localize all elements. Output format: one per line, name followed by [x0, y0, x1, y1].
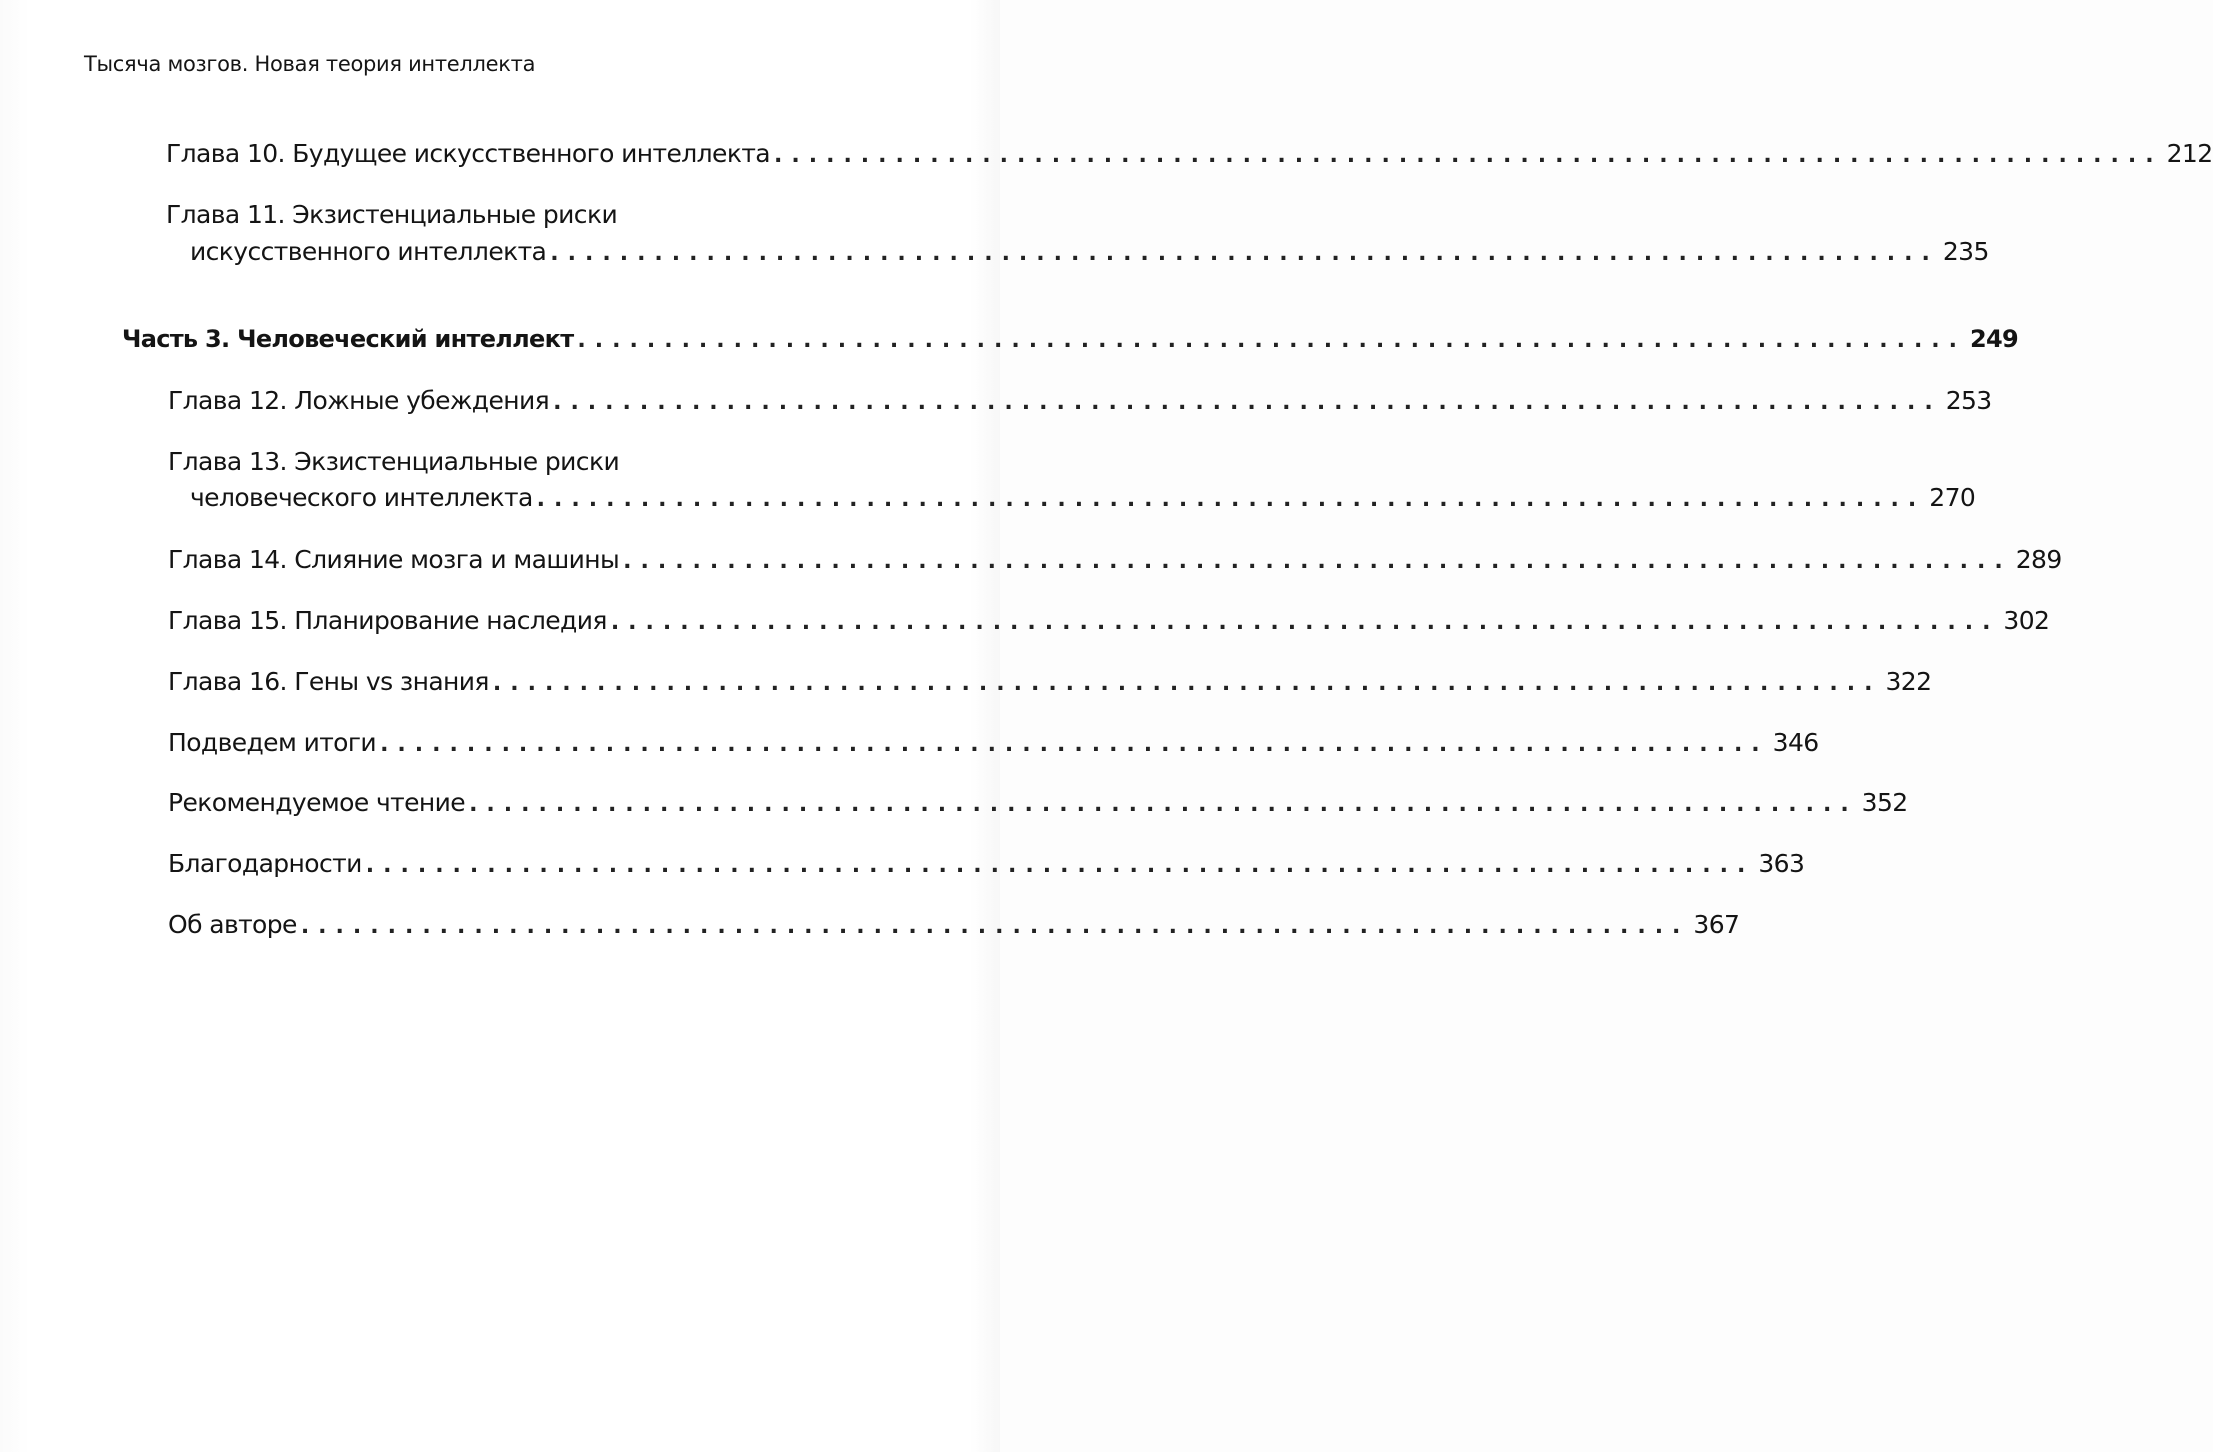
dot-leader: ................................................................................ — [300, 914, 1690, 939]
toc-entry-title: Рекомендуемое чтение — [168, 788, 466, 817]
toc-entry-acknowledgements — [168, 849, 1805, 881]
toc-entry-page: 253 — [1945, 386, 1992, 415]
toc-entry-page: 289 — [2015, 545, 2062, 574]
running-head: Тысяча мозгов. Новая теория интеллекта — [84, 52, 536, 76]
dot-leader: ................................................................................ — [550, 241, 1939, 266]
toc-entry-page: 363 — [1758, 849, 1805, 878]
toc-entry-title: Глава 12. Ложные убеждения — [168, 386, 550, 415]
toc-entry-page: 235 — [1942, 237, 1989, 266]
dot-leader: ................................................................................ — [610, 610, 2000, 635]
toc-entry-page: 302 — [2003, 606, 2050, 635]
toc-entry-summary — [168, 728, 1819, 760]
toc-entry-page: 249 — [1970, 325, 2019, 353]
toc-entry-title: человеческого интеллекта — [190, 483, 533, 512]
toc-entry-chapter-12 — [168, 386, 1992, 418]
toc-entry-chapter-16 — [168, 667, 1932, 699]
toc-entry-about-author — [168, 910, 1740, 942]
toc-entry-title: Благодарности — [168, 849, 362, 878]
toc-entry-part-3 — [122, 324, 2019, 356]
toc-entry-page: 322 — [1885, 667, 1932, 696]
toc-entry-title: Глава 14. Слияние мозга и машины — [168, 545, 620, 574]
toc-entry-chapter-15 — [168, 606, 2050, 638]
toc-entry-page: 212 — [2166, 139, 2213, 168]
toc-entry-page: 270 — [1929, 483, 1976, 512]
toc-entry-title: искусственного интеллекта — [190, 237, 547, 266]
dot-leader: ................................................................................ — [577, 328, 1967, 353]
toc-entry-chapter-11-line1: Глава 11. Экзистенциальные риски — [166, 200, 618, 229]
toc-entry-chapter-13-line1: Глава 13. Экзистенциальные риски — [168, 447, 620, 476]
dot-leader: ................................................................................ — [380, 732, 1769, 757]
toc-entry-title: Об авторе — [168, 910, 297, 939]
toc-entry-page: 346 — [1772, 728, 1819, 757]
dot-leader: ................................................................................ — [774, 143, 2163, 168]
dot-leader: ................................................................................ — [469, 792, 1858, 817]
dot-leader: ................................................................................ — [623, 549, 2012, 574]
toc-entry-chapter-10 — [166, 139, 2213, 171]
toc-entry-title: Глава 16. Гены vs знания — [168, 667, 489, 696]
toc-entry-title: Часть 3. Человеческий интеллект — [122, 325, 574, 353]
toc-entry-page: 352 — [1861, 788, 1908, 817]
toc-entry-title: Глава 10. Будущее искусственного интеллекта — [166, 139, 771, 168]
toc-entry-chapter-14 — [168, 545, 2062, 577]
dot-leader: ................................................................................ — [365, 853, 1755, 878]
toc-entry-recommended-reading — [168, 788, 1908, 820]
dot-leader: ................................................................................ — [536, 487, 1926, 512]
toc-entry-chapter-11 — [190, 237, 1989, 269]
toc-entry-page: 367 — [1693, 910, 1740, 939]
toc-entry-title: Подведем итоги — [168, 728, 377, 757]
dot-leader: ................................................................................ — [553, 390, 1942, 415]
toc-entry-title: Глава 15. Планирование наследия — [168, 606, 607, 635]
dot-leader: ................................................................................ — [492, 671, 1882, 696]
toc-entry-chapter-13 — [190, 483, 1976, 515]
